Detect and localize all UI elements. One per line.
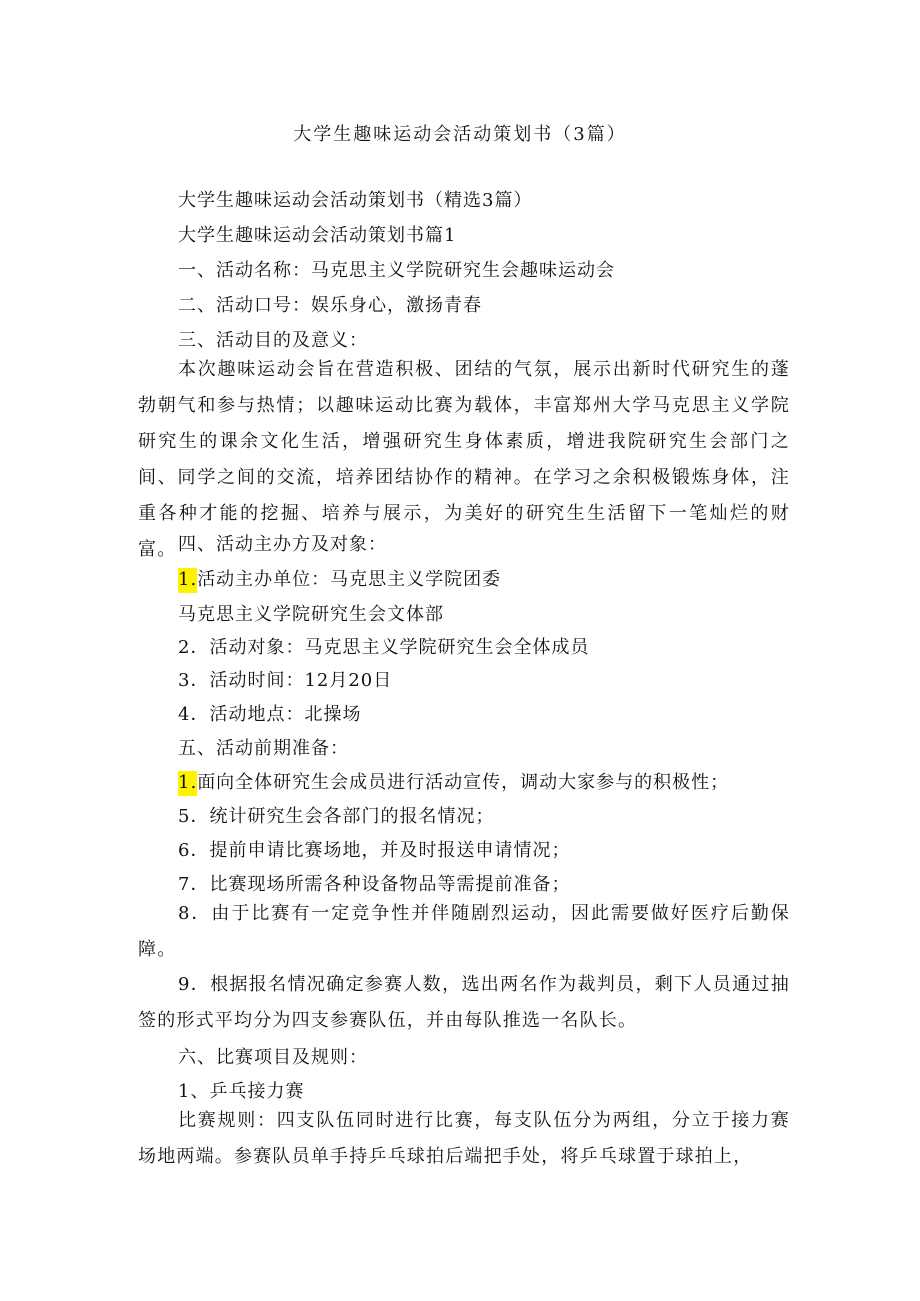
preparation-item-8: 8．由于比赛有一定竞争性并伴随剧烈运动，因此需要做好医疗后勤保障。 xyxy=(138,903,790,960)
organizer-item-2: 2．活动对象：马克思主义学院研究生会全体成员 xyxy=(178,637,590,658)
preparation-item-1 xyxy=(178,768,729,794)
section-purpose-heading: 三、活动目的及意义： xyxy=(178,330,368,351)
preparation-item-7: 7．比赛现场所需各种设备物品等需提前准备； xyxy=(178,874,571,895)
section-events-heading: 六、比赛项目及规则： xyxy=(178,1047,368,1068)
highlighted-number: 1. xyxy=(178,568,197,593)
highlighted-number: 1. xyxy=(178,771,197,796)
organizer-item-4: 4．活动地点：北操场 xyxy=(178,704,362,725)
preparation-item-6: 6．提前申请比赛场地，并及时报送申请情况； xyxy=(178,840,571,861)
organizer-item-1 xyxy=(178,565,501,591)
purpose-paragraph: 本次趣味运动会旨在营造积极、团结的气氛，展示出新时代研究生的蓬勃朝气和参与热情；以趣味运动比赛为载体，丰富郑州大学马克思主义学院研究生的课余文化生活，增强研究生身体素质，增进我院研究生会部门之间、同学之间的交流，培养团结协作的精神。在学习之余积极锻炼身体，注重各种才能的挖掘、培养与展示，为美好的研究生生活留下一笔灿烂的财富。 xyxy=(138,359,790,560)
organizer-item-3: 3．活动时间：12月20日 xyxy=(178,670,393,691)
section-activity-slogan: 二、活动口号：娱乐身心，激扬青春 xyxy=(178,295,482,316)
section-activity-name: 一、活动名称：马克思主义学院研究生会趣味运动会 xyxy=(178,260,615,281)
document-title: 大学生趣味运动会活动策划书（3篇） xyxy=(293,124,627,145)
organizer-item-1-text: 活动主办单位：马克思主义学院团委 xyxy=(197,569,502,590)
preparation-item-5: 5．统计研究生会各部门的报名情况； xyxy=(178,806,495,827)
preparation-item-1-text: 面向全体研究生会成员进行活动宣传，调动大家参与的积极性； xyxy=(197,772,730,793)
document-subtitle: 大学生趣味运动会活动策划书（精选3篇） xyxy=(178,190,533,211)
section-organizer-heading: 四、活动主办方及对象： xyxy=(178,534,387,555)
rules-paragraph: 比赛规则：四支队伍同时进行比赛，每支队伍分为两组，分立于接力赛场地两端。参赛队员单手持乒乓球拍后端把手处，将乒乓球置于球拍上， xyxy=(138,1110,790,1167)
section-preparation-heading: 五、活动前期准备： xyxy=(178,738,349,759)
preparation-item-9: 9．根据报名情况确定参赛人数，选出两名作为裁判员，剩下人员通过抽签的形式平均分为四支参赛队伍，并由每队推选一名队长。 xyxy=(138,974,790,1031)
event-item-1: 1、乒乓接力赛 xyxy=(178,1081,305,1102)
organizer-item-1-continued: 马克思主义学院研究生会文体部 xyxy=(178,604,444,625)
part-heading: 大学生趣味运动会活动策划书篇1 xyxy=(178,225,457,246)
